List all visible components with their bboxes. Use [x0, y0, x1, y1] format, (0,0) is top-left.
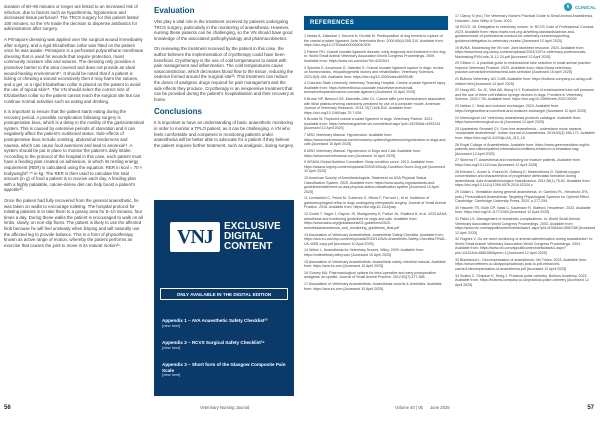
clinical-icon: ⚕ [564, 3, 572, 11]
reference-item: 5 Brown NP, Bertocci GE, Marcellin-Little DJ. Canine stifle joint biomechanics associated with tibial plateau leveling osteotomy predicted by use of a computer model. American Journal of Veterinary Research. 2014;75(7):626-632. Available from: https://doi.org/10.2460/ajvr.75.7.626 [304, 97, 445, 115]
reference-item: 26 Royal College of Anaesthetists. Available from: https://www.greenmedicine.org/for-patients-and-visitors/patient-information/conditions-treated-in-a-inhalation-bag [Accessed 12 April 2025] [455, 142, 591, 156]
references-column-2 [455, 14, 596, 396]
evaluation-paragraph: On reviewing the treatment received by the patient in this case, the author believes the implementation of cryotherapy could have been beneficial. Cryotherapy is the use of cold temperatures to assist with pain management and inflammation. The cold temperatures cause vasoconstriction, which decreases blood flow to the tissue, reducing the oedema formed around the surgical site²². This treatment can reduce the doses of analgesic drugs required for pain management and the side effects they produce. Cryotherapy is an inexpensive treatment that can be provided during the patient’s hospitalisation and their recovery at home. [154, 46, 294, 102]
reference-item: 1 Nečas A, Zatloukal J, Kecová H, Dvořák M. Predisposition of dog breeds to rupture of the cranial cruciate ligament. Acta Veterinaria Brno. 2000;69(4):305-310. Available from: https://doi.org/10.2754/avb200069040305 [304, 34, 444, 47]
appendix-title: Appendix 1 – AVA Anaesthetic Safety Checklist²³ [162, 318, 268, 323]
page-number-right: 57 [587, 405, 594, 411]
right-footer [587, 405, 594, 411]
right-footer-volume [395, 405, 450, 410]
body-paragraph: It is important to ensure that the patient starts eating during the recovery period. A possible complication following surgery is postoperative ileus, which is a delay in the motility of the gastrointestinal system. This is caused by extensive periods of starvation and it can negatively affect the patient’s nutritional status. Side effects of postoperative ileus include vomiting, abdominal tenderness and nausea, which can cause food aversions and lead to anorexia¹⁹. A system should be put in place to monitor the patient’s daily intake. According to the protocol of the hospital in this case, each patient must have a feeding plan created on admission, in which its resting energy requirement (RER) is calculated using the equation: RER in kcal = 70 × bodyweight⁰·⁷⁵ in kg. The RER is then used to calculate the total amount (in g) of food a patient is to receive each day. A feeding plan with a highly palatable, calorie-dense diet can help boost a patient’s appetite²⁰. [4, 109, 144, 193]
references-column-1 [304, 14, 448, 396]
view-here-link[interactable]: [view here] [162, 323, 181, 328]
body-paragraph: duration of 60–90 minutes or longer are linked to an increased risk of infection, due to factors such as hypothermia, hypotension and decreased tissue perfusion³. The TRCS surgery for this patient lasted 100 minutes, so the VN made the decision to dispense antibiotics for administration after surgery. [4, 4, 139, 32]
page-number-left: 56 [4, 405, 11, 411]
body-paragraph: A Primapore dressing was applied over the surgical wound immediately after surgery, and a rigid Elizabethan collar was fitted on the patient once he was awake. Primapore is a perforated polyurethane membrane dressing that is used for wounds that require protection, moist community moisture slits and sutures. The dressing only provides a protective barrier to the area covered and does not provide an ideal wound-healing environment¹⁷. It should be noted that if a patient is licking or chewing a wound excessively then it may harm the sutures, and a gel, or a rigid Elizabethan collar is placed on the patient to avoid the use of topical skin¹⁸. The VN should select the correct size of Elizabethan collar so the patient cannot reach the surgical site but can continue normal activities such as eating and drinking. [4, 36, 144, 104]
reference-item: 34 Scales C, Simpson K, Hueg J. Practical pulse oximetry. Buttons Academy. 2023. Available from: https://buttons.company.co.uk/practical-pulse-oximetry [Accessed 12 April 2025] [455, 273, 589, 287]
appendix-2[interactable] [162, 340, 290, 351]
conclusions-section [154, 107, 294, 148]
appendix-3[interactable] [162, 362, 290, 378]
reference-item: 24 Intersurgical Ltd. Veterinary anaesthesia products catalogue. Available from: https://www.intersurgical.co.uk [Accessed 12 April 2025] [455, 115, 581, 125]
reference-item: 17 Association of Veterinary Anaesthetists. Anaesthesia records & checklists. Available from: https://ava.eu.com [Accessed 10 April 2025] [304, 282, 442, 291]
reference-item: 9 WSAVA Global Nutrition Committee. Body condition score. 2013. Available from: https://wsava.org/wp-content/uploads/2020/01/Body-Condition-Score-Dog.pdf [Accessed 10 April 2025] [304, 160, 445, 174]
body-paragraph: Once the patient had fully recovered from the general anaesthetic, he was taken on walks to encourage toileting. The hospital protocol for toileting patients is to take them to a grassy area for 5–10 minutes, four times a day. During these walks the patient is encouraged to walk on all limbs, slowly, on non-slip floors. The patient is likely to use the affected limb because he will feel unsteady when limping and will naturally use the affected leg to provide balance. This is a form of physiotherapy known as active range of motion, whereby the patient performs an exercise that causes the joint to move in its natural motion²¹. [4, 198, 143, 248]
view-here-link[interactable]: [view here] [162, 345, 181, 350]
issue-date: June 2025 [430, 405, 450, 410]
reference-item: 27 Skerrow IT. Anaesthesia and monitoring for fracture patients. Available from: https://doi.org/10.1111/vaa [Accessed 12 April 2025] [455, 158, 581, 167]
evaluation-paragraph: VNs play a vital role in the treatment received by patients undergoing TRCS surgery, particularly in the monitoring of anaesthesia. However, nursing these patients can be challenging, so the VN should have good knowledge of the associated pathophysiology and pharmacokinetics. [154, 19, 293, 41]
reference-item: 33 Blackwood L. Decompensation of anaesthesia. Vet Times; 2015. Available from: https://www.vettimes.co.uk/app/uploads/wp-post-to-pdf-enhanced-cache/1/decompensation-of-anaesthesia.pdf [Accessed 12 April 2025] [455, 257, 587, 271]
reference-item: 28 Edmark L, Auner U, Enlund M, Östberg E, Hedenstierna G. Optimal oxygen concentration and characteristics of progressive atelectasis formation during anaesthesia. Acta Anaesthesiologica Scandinavica. 2011;55(1):75-81. Available from: https://doi.org/10.1111/j.1399-6576.2010.02334.x [455, 169, 591, 188]
reference-item: 22 Hung WC, Ko JC, Weil AB, Weng H-Y. Evaluation of endotracheal tube cuff pressure and the use of three cuff inflation syringe devices in dogs. Frontiers in Veterinary Science. 2020;7:39. Available from: https://doi.org/10.3389/fvets.2020.00039 [455, 88, 595, 102]
reference-item: 23 Nelson C. Heat and moisture exchanger. 2024. Available from: https://vetgirlontherun.com/heat-and-moisture-exchanger [Accessed 12 April 2025] [455, 104, 587, 113]
digital-edition-banner: ONLY AVAILABLE IN THE DIGITAL EDITION [160, 288, 288, 300]
reference-item: 29 Gallart L. Ventilation during general anaesthesia. In: Gambús PL, Hendrickx JFA, (eds.) Personalized Anaesthesia: Targeting Physiological Systems for Optimal Effect. Cambridge: Cambridge University Press; 2020. p.277-294. [455, 190, 590, 204]
left-column-1 [4, 4, 144, 396]
reference-item: 32 Hughes V. Do we need monitoring of arterial catheterisation during anaesthesia? In: World Small Animal Veterinary Association World Congress Proceedings. 2004. Available from: https://www.vin.com/apputil/content/defaultadv1.aspx?pId=11181&id=8881580&print=1 [Accessed 12 April 2025] [455, 237, 594, 255]
appendix-title: Appendix 2 – RCVS Surgical Safety Checklist²⁴ [162, 340, 265, 345]
reference-item: 16 Gurney MA. Pharmacological options for intra-operative and early postoperative analgesia: an update. Journal of Small Animal Practice. 2012;53(7):377-386. [304, 270, 436, 280]
reference-item: 15 Association of Veterinary Anaesthetists. Anaesthetic safety checklist manual. Available from: https://ava.eu.com [Accessed 10 April 2025] [304, 259, 446, 269]
reference-item: 10 American Society of Anesthesiologists. Statement on ASA Physical Status Classification System. 2020. Available from: https://www.asahq.org/standards-and-guidelines/statement-on-asa-physical-status-classification-system [Accessed 10 April 2025] [304, 176, 439, 194]
clinical-label: CLINICAL [575, 4, 596, 10]
digital-edition-promo [154, 200, 294, 396]
reference-item: 13 Association of Veterinary Anaesthetists. Anaesthetic Safety Checklist. Available from: https://ava.eu.com/wp-content/uploads/2015/11/AVA-Anaesthetic-Safety-Checklist-FINAL-UK-WEB-copy.pdf [Accessed 10 April 2025] [304, 232, 447, 246]
clinical-badge [564, 2, 596, 12]
reference-item: 25 Upadeshek Sentwell CV. Sure-free anaesthesia – understand mode towards “sustainable anaesthesia”. Indian Journal of Anaesthesia. 2019;63(3):166-172. Available from: https://doi.org/10.4103/ija.IJA_413_18 [455, 126, 595, 140]
reference-item: 20 Gibson C. A practical guide to endotracheal tube selection in small animal practice. Improve Veterinary Practice. 2020. Available from: https://www.veterinary-practice.com/article/endotracheal-tube-selection [Accessed 15 April 2025] [455, 61, 592, 75]
view-here-link[interactable]: [view here] [162, 373, 181, 378]
exclusive-digital-content-title: EXCLUSIVE DIGITAL CONTENT [224, 221, 281, 252]
reference-item: 14 Welsh L. Anaesthesia for Veterinary Nurses. Wiley. 2009. Available from: https://onlinelibrary.wiley.com [Accessed 10 April 2025] [304, 248, 425, 257]
left-footer-journal: Veterinary Nursing Journal [200, 405, 250, 410]
reference-item: 17 Clancy N (ed.) The Veterinary Nurse’s Practical Guide to Small Animal Anaesthesia. Hoboken: John Wiley & Sons; 2023. [455, 14, 594, 23]
reference-item: 4 Colorado State University Veterinary Teaching Hospital. Canine cruciate ligament injury. Available from: https://vetmedbiosci.colostate.edu/vth/services/small-animal/orthopaedic/canine-cruciate-ligament [Accessed 10 April 2025] [304, 81, 447, 95]
left-column-2 [154, 4, 294, 396]
reference-item: 12 Grubb T, Sager J, Gaynor JS, Montgomery E, Parker JA, Shafford H, et al. 2020 AAHA anesthesia and monitoring guidelines for dogs and cats. Available from: https://www.aaha.org/globalassets/02-guidelines/2020-anesthesia/anesthesia_and_monitoring_guidelines_final.pdf [304, 212, 447, 230]
reference-item: 2 Palmer RH. Cranial cruciate ligament disease: early diagnosis and treatment in the dog. In: World Small Animal Veterinary Association World Congress Proceedings. 2009. Available from: https://www.vin.com/doc/?id=4252641 [304, 49, 447, 63]
evaluation-heading: Evaluation [154, 6, 195, 15]
left-footer [4, 405, 11, 411]
reference-item: 19 BVNA. Maximising the VN role: Joint factsheet resource. 2024. Available from: https://www.bvna.org.uk/wp-content/uploads/2024/12/For-veterinary-professionals-Maximising-RVN-role-11.12.24.pdf [Accessed 12 April 2025] [455, 45, 587, 59]
volume-label: Volume 40 | 05 [395, 405, 423, 410]
appendix-title: Appendix 3 – Short form of the Glasgow Composite Pain Scale [162, 362, 286, 373]
conclusions-heading: Conclusions [154, 107, 203, 117]
reference-item: 11 Lombardini C, Pelosi M, Gutierrez G, Mione F, Ferrucci L, et al. Incidence of gastroesophageal reflux in dogs undergoing orthopaedic surgery. Journal of Small Animal Practice. 2018. Available from: https://doi.org/10.1111/jsap [304, 196, 446, 210]
reference-item: 7 MSD Veterinary Manual. Hypotension. Available from: https://www.msdvetmanual.com/circulatory-system/hypotension/hypotension-in-dogs-and-cats [Accessed 10 April 2025] [304, 133, 447, 147]
appendix-1[interactable] [162, 318, 290, 329]
reference-item: 8 MSD Veterinary Manual. Hypotension in Dogs and Cats. Available from: https://www.msdvetmanual.com [Accessed 10 April 2025] [304, 149, 421, 158]
reference-item: 6 Brooks W. Ruptured cranial cruciate ligament in dogs. Veterinary Partner. 2021. Available from: https://veterinarypartner.vin.com/default.aspx?pid=19239&id=4952244 [Accessed 10 April 2025] [304, 117, 441, 131]
reference-item: 18 RCVS. 18. Delegation to veterinary nurses. In: RCVS Code of Professional Conduct. 2023. Available from: https://www.rcvs.org.uk/setting-standards/advice-and-guidance/code-of-professional-conduct-for-veterinary-nurses/supporting-guidance/delegation-to-veterinary-nurses/ [Accessed 12 April 2025] [455, 25, 595, 43]
reference-item: 31 Pablo LS. Management of anesthetic complications. In: World Small Animal Veterinary Association World Congress Proceedings. 2003. Available from: https://www.vin.com/apputil/content/defaultadv1.aspx?pId=8768&id=3850788 [Accessed 12 April 2025] [455, 217, 596, 235]
reference-item: 30 Haworth TR, Kloth DP, Vassi C, Kaufmann R. Stafford, Heuwieser. 2023. Available from: https://doi.org/10.1177/2045 [Accessed 12 April 2025] [455, 205, 591, 215]
references-heading: REFERENCES [304, 16, 448, 30]
conclusions-paragraph: It is important to have an understanding of basic anaesthetic monitoring in order to monitor a TPLO patient, as it can be challenging. A VN who feels comfortable and competent in monitoring patients under anaesthesia will be better able to advocate for a patient if they believe the patient requires further treatment, such as analgesic, during surgery. [154, 120, 294, 148]
reference-item: 3 Spinella G, Arcamone G, Valentini S. Cranial cruciate ligament rupture in dogs: review on biomechanics, etiopathogenetic factors and rehabilitation. Veterinary Sciences. 2021;8(9):186. Available from: https://doi.org/10.3390/vetsci8090186 [304, 65, 444, 79]
evaluation-section [154, 6, 294, 102]
vnj-logo: VNJ [170, 222, 220, 252]
reference-item: 21 Buttons Veterinary. AG Cuff8. Available from: https://buttons.company.co.uk/ag-cuff-inflator.html [Accessed 13 April 2025] [455, 77, 593, 86]
